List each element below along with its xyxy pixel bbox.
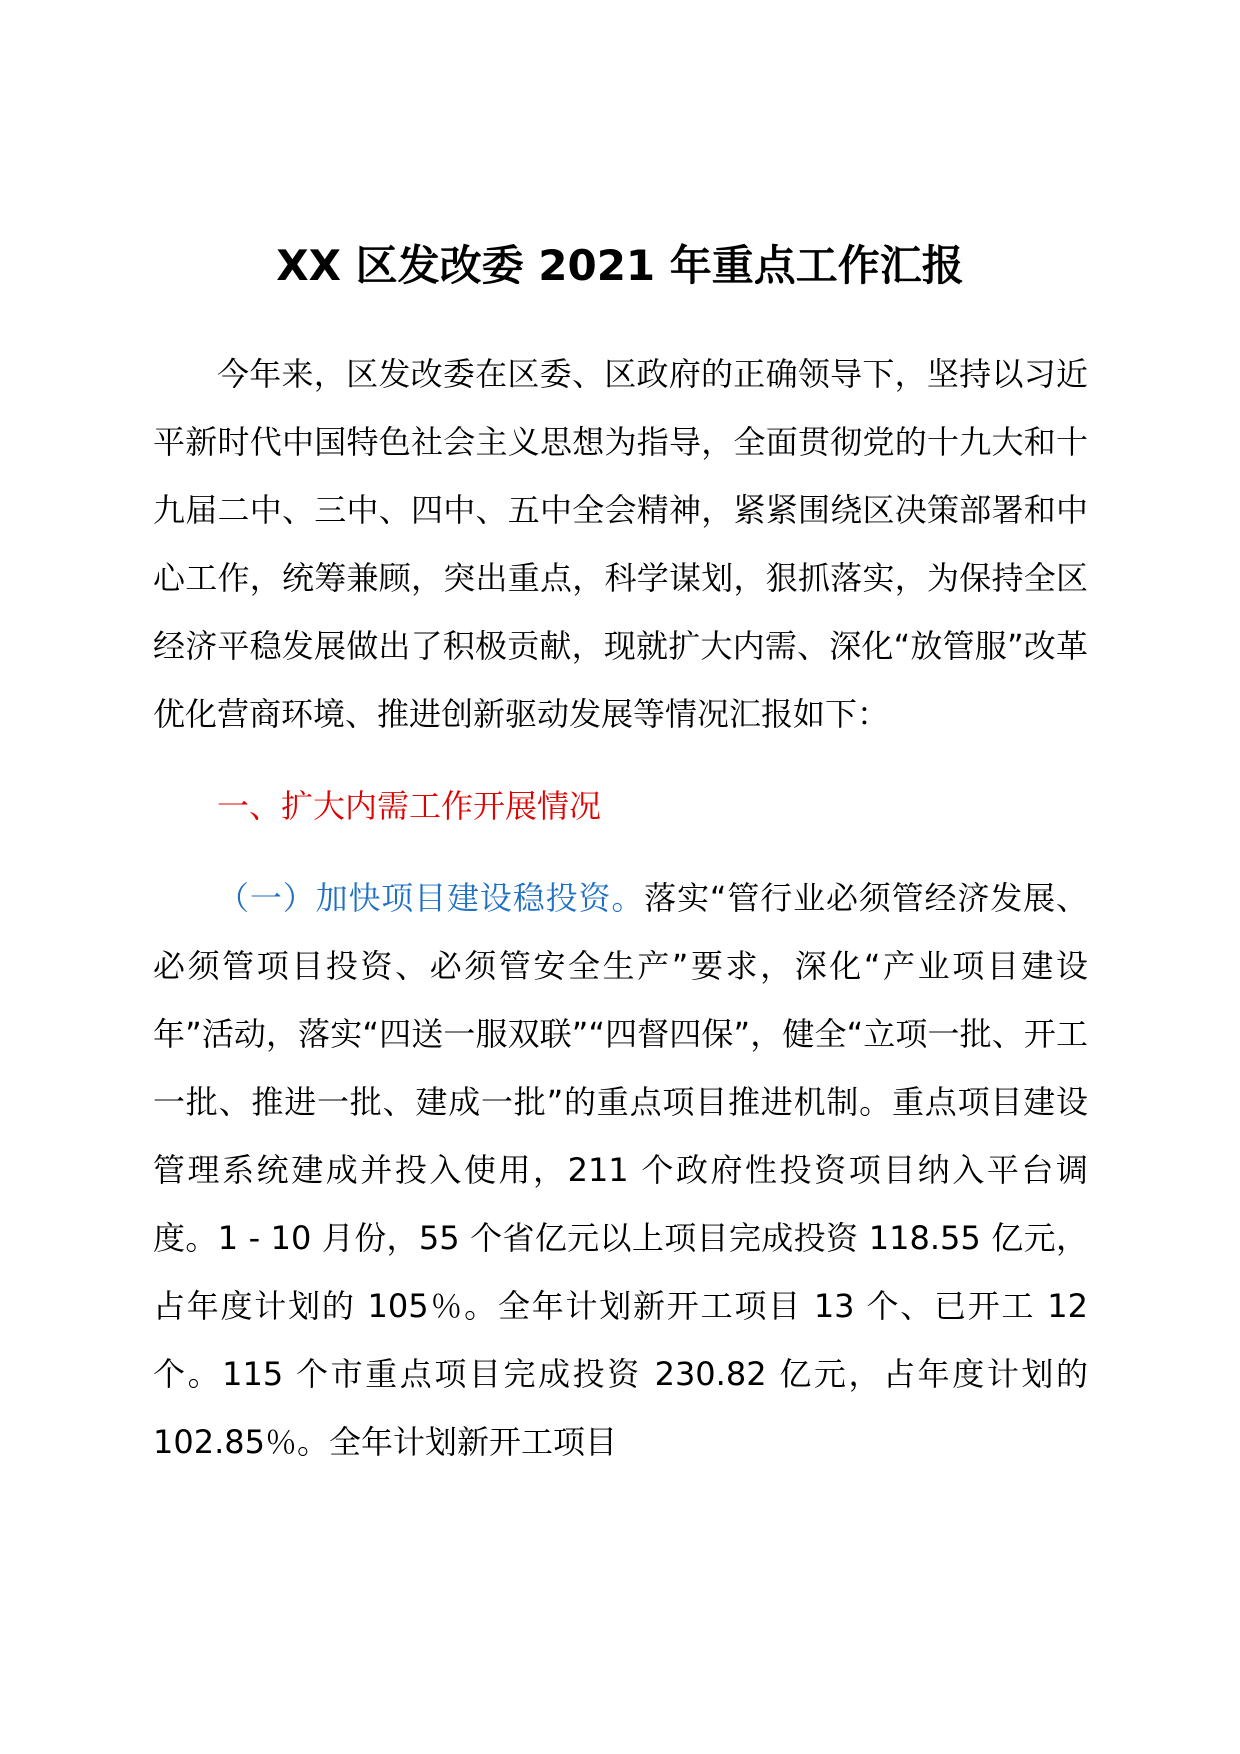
section-1-paragraph-1 <box>153 864 1088 1476</box>
intro-paragraph: 今年来，区发改委在区委、区政府的正确领导下，坚持以习近平新时代中国特色社会主义思想为指导，全面贯彻党的十九大和十九届二中、三中、四中、五中全会精神，紧紧围绕区决策部署和中心工作，统筹兼顾，突出重点，科学谋划，狠抓落实，为保持全区经济平稳发展做出了积极贡献，现就扩大内需、深化“放管服”改革优化营商环境、推进创新驱动发展等情况汇报如下： <box>153 355 1088 733</box>
subsection-title-project-investment: （一）加快项目建设稳投资。 <box>217 879 645 917</box>
subsection-body-project-investment: 落实“管行业必须管经济发展、必须管项目投资、必须管安全生产”要求，深化“产业项目建设年”活动，落实“四送一服双联”“四督四保”，健全“立项一批、开工一批、推进一批、建成一批”的重点项目推进机制。重点项目建设管理系统建成并投入使用，211 个政府性投资项目纳入平台调度。1 - 10 月份，55 个省亿元以上项目完成投资 118.55 亿元，占年度计划的 105％。全年计划新开工项目 13 个、已开工 12 个。115 个市重点项目完成投资 230.82 亿元，占年度计划的 102.85％。全年计划新开工项目 <box>153 879 1088 1461</box>
document-title: XX 区发改委 2021 年重点工作汇报 <box>276 241 964 290</box>
document-body <box>153 340 1088 1476</box>
section-heading-expand-domestic-demand: 一、扩大内需工作开展情况 <box>217 787 602 825</box>
